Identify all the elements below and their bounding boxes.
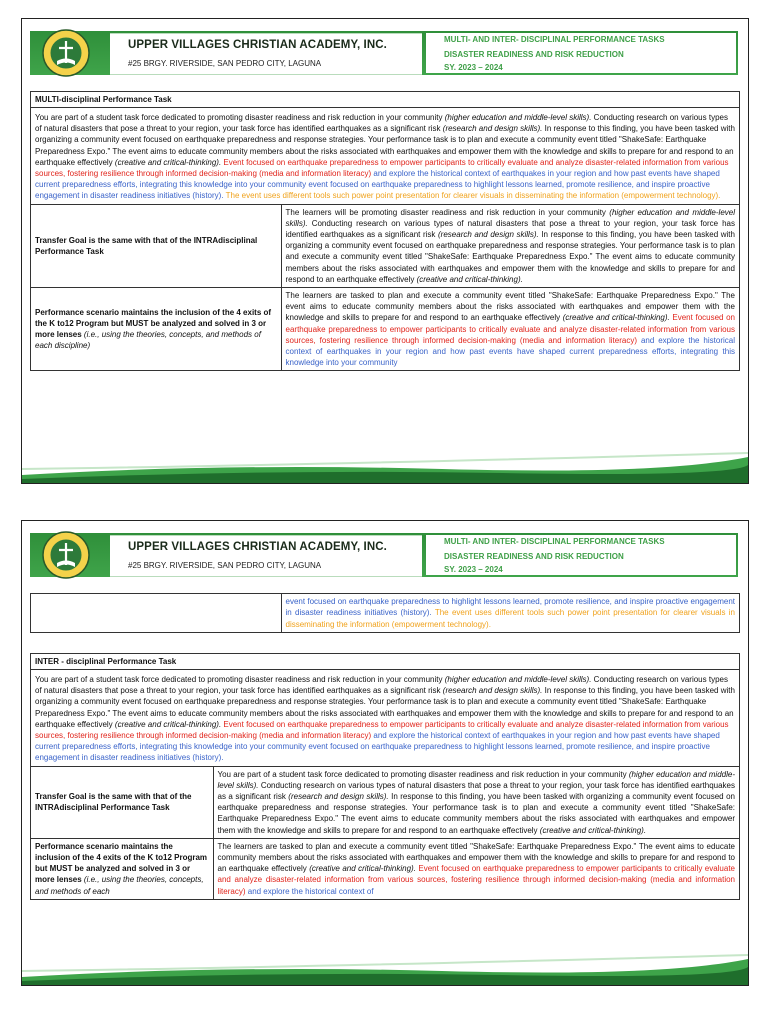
school-address: #25 BRGY. RIVERSIDE, SAN PEDRO CITY, LAGUNA xyxy=(128,561,322,570)
section-title: INTER - disciplinal Performance Task xyxy=(31,654,739,670)
document-page-2 xyxy=(21,520,749,986)
criteria-label: Performance scenario maintains the inclusion of the 4 exits of the K to12 Program but MUST be analyzed and solved in 3 or more lenses (i.e., using the theories, concepts, and methods of each xyxy=(31,838,213,899)
multi-disciplinal-section xyxy=(30,91,740,371)
subject-title: DISASTER READINESS AND RISK REDUCTION xyxy=(444,50,624,59)
school-seal-logo xyxy=(32,28,100,78)
criteria-table xyxy=(31,766,739,899)
criteria-content: The learners are tasked to plan and execute a community event titled "ShakeSafe: Earthquake Preparedness Expo." The event aims to educate community members about the risks associated with earthquakes and empower them with the knowledge and skills to prepare for and respond to an earthquake effectively (creative and critical-thinking). Event focused on earthquake preparedness to empower participants to critically evaluate and analyze disaster-related information from various sources, fostering resilience through informed decision-making (media and information literacy) and explore the historical context of earthquakes in your region and how past events have shaped current preparedness efforts, integrating this knowledge into your community xyxy=(281,288,739,371)
subject-title: DISASTER READINESS AND RISK REDUCTION xyxy=(444,552,624,561)
table-row xyxy=(31,288,739,371)
letterhead xyxy=(22,19,748,83)
document-page-1 xyxy=(21,18,749,484)
criteria-content: The learners will be promoting disaster readiness and risk reduction in your community (higher education and middle-level skills). Conducting research on various types of natural disasters that pose a threat to your region, your task force has identified earthquakes as a significant risk (research and design skills). In response to this finding, you have been tasked with organizing a community event focused on earthquake preparedness and response strategies. Your performance task is to plan and execute a community event titled "ShakeSafe: Earthquake Preparedness Expo." The event aims to educate community members about the risks associated with earthquakes and empower them with the knowledge and skills to prepare for and respond to an earthquake effectively (creative and critical-thinking). xyxy=(281,204,739,287)
school-year: SY. 2023 – 2024 xyxy=(444,63,503,72)
task-title: MULTI- AND INTER- DISCIPLINAL PERFORMANCE TASKS xyxy=(444,537,665,546)
section-intro: You are part of a student task force dedicated to promoting disaster readiness and risk reduction in your community (higher education and middle-level skills). Conducting research on various types of natural disasters that pose a threat to your region, your task force has identified earthquakes as a significant risk (research and design skills). In response to this finding, you have been tasked with organizing a community event focused on earthquake preparedness and response strategies. Your performance task is to plan and execute a community event titled "ShakeSafe: Earthquake Preparedness Expo." The event aims to educate community members about the risks associated with earthquakes and empower them with the knowledge and skills to prepare for and respond to an earthquake effectively (creative and critical-thinking). Event focused on earthquake preparedness to empower participants to critically evaluate and analyze disaster-related information from various sources, fostering resilience through informed decision-making (media and information literacy) and explore the historical context of earthquakes in your region and how past events have shaped current preparedness efforts, integrating this knowledge into your community event focused on earthquake preparedness to highlight lessons learned, promote resilience, and inspire proactive engagement in disaster readiness initiatives (history). The event uses different tools such power point presentation for clearer visuals in disseminating the information (empowerment technology). xyxy=(35,113,735,201)
table-row xyxy=(31,766,739,838)
criteria-label: Performance scenario maintains the inclusion of the 4 exits of the K to12 Program but MUST be analyzed and solved in 3 or more lenses (i.e., using the theories, concepts, and methods of each discipline) xyxy=(31,288,281,371)
criteria-content: The learners are tasked to plan and execute a community event titled "ShakeSafe: Earthquake Preparedness Expo." The event aims to educate community members about the risks associated with earthquakes and empower them with the knowledge and skills to prepare for and respond to an earthquake effectively (creative and critical-thinking). Event focused on earthquake preparedness to empower participants to critically evaluate and analyze disaster-related information from various sources, fostering resilience through informed decision-making (media and information literacy) and explore the historical context of xyxy=(213,838,739,899)
school-name: UPPER VILLAGES CHRISTIAN ACADEMY, INC. xyxy=(128,39,387,51)
footer-wave xyxy=(22,947,748,985)
criteria-label xyxy=(31,594,281,632)
school-address: #25 BRGY. RIVERSIDE, SAN PEDRO CITY, LAGUNA xyxy=(128,59,322,68)
criteria-label: Transfer Goal is the same with that of the INTRAdisciplinal Performance Task xyxy=(31,766,213,838)
criteria-content: event focused on earthquake preparedness to highlight lessons learned, promote resilience, and inspire proactive engagement in disaster readiness initiatives (history). The event uses different tools such power point presentation for clearer visuals in disseminating the information (empowerment technology). xyxy=(285,597,735,629)
school-name: UPPER VILLAGES CHRISTIAN ACADEMY, INC. xyxy=(128,541,387,553)
criteria-content: You are part of a student task force dedicated to promoting disaster readiness and risk reduction in your community (higher education and middle-level skills). Conducting research on various types of natural disasters that pose a threat to your region, your task force has identified earthquakes as a significant risk (research and design skills). In response to this finding, you have been tasked with organizing a community event focused on earthquake preparedness and response strategies. Your performance task is to plan and execute a community event titled "ShakeSafe: Earthquake Preparedness Expo." The event aims to educate community members about the risks associated with earthquakes and empower them with the knowledge and skills to prepare for and respond to an earthquake effectively (creative and critical-thinking). xyxy=(213,766,739,838)
continued-table xyxy=(30,593,740,633)
footer-wave xyxy=(22,445,748,483)
school-seal-logo xyxy=(32,530,100,580)
table-row xyxy=(31,204,739,287)
section-title: MULTI-disciplinal Performance Task xyxy=(31,92,739,108)
section-intro: You are part of a student task force dedicated to promoting disaster readiness and risk reduction in your community (higher education and middle-level skills). Conducting research on various types of natural disasters that pose a threat to your region, your task force has identified earthquakes as a significant risk (research and design skills). In response to this finding, you have been tasked with organizing a community event focused on earthquake preparedness and response strategies. Your performance task is to plan and execute a community event titled "ShakeSafe: Earthquake Preparedness Expo." The event aims to educate community members about the risks associated with earthquakes and empower them with the knowledge and skills to prepare for and respond to an earthquake effectively (creative and critical-thinking). Event focused on earthquake preparedness to empower participants to critically evaluate and analyze disaster-related information from various sources, fostering resilience through informed decision-making (media and information literacy) and explore the historical context of earthquakes in your region and how past events have shaped current preparedness efforts, integrating this knowledge into your community event focused on earthquake preparedness to highlight lessons learned, promote resilience, and inspire proactive engagement in disaster readiness initiatives (history). xyxy=(35,675,735,763)
task-title: MULTI- AND INTER- DISCIPLINAL PERFORMANCE TASKS xyxy=(444,35,665,44)
table-row xyxy=(31,594,739,632)
inter-disciplinal-section xyxy=(30,653,740,900)
school-year: SY. 2023 – 2024 xyxy=(444,565,503,574)
table-row xyxy=(31,838,739,899)
letterhead xyxy=(22,521,748,585)
criteria-label: Transfer Goal is the same with that of the INTRAdisciplinal Performance Task xyxy=(31,204,281,287)
criteria-table xyxy=(31,204,739,371)
